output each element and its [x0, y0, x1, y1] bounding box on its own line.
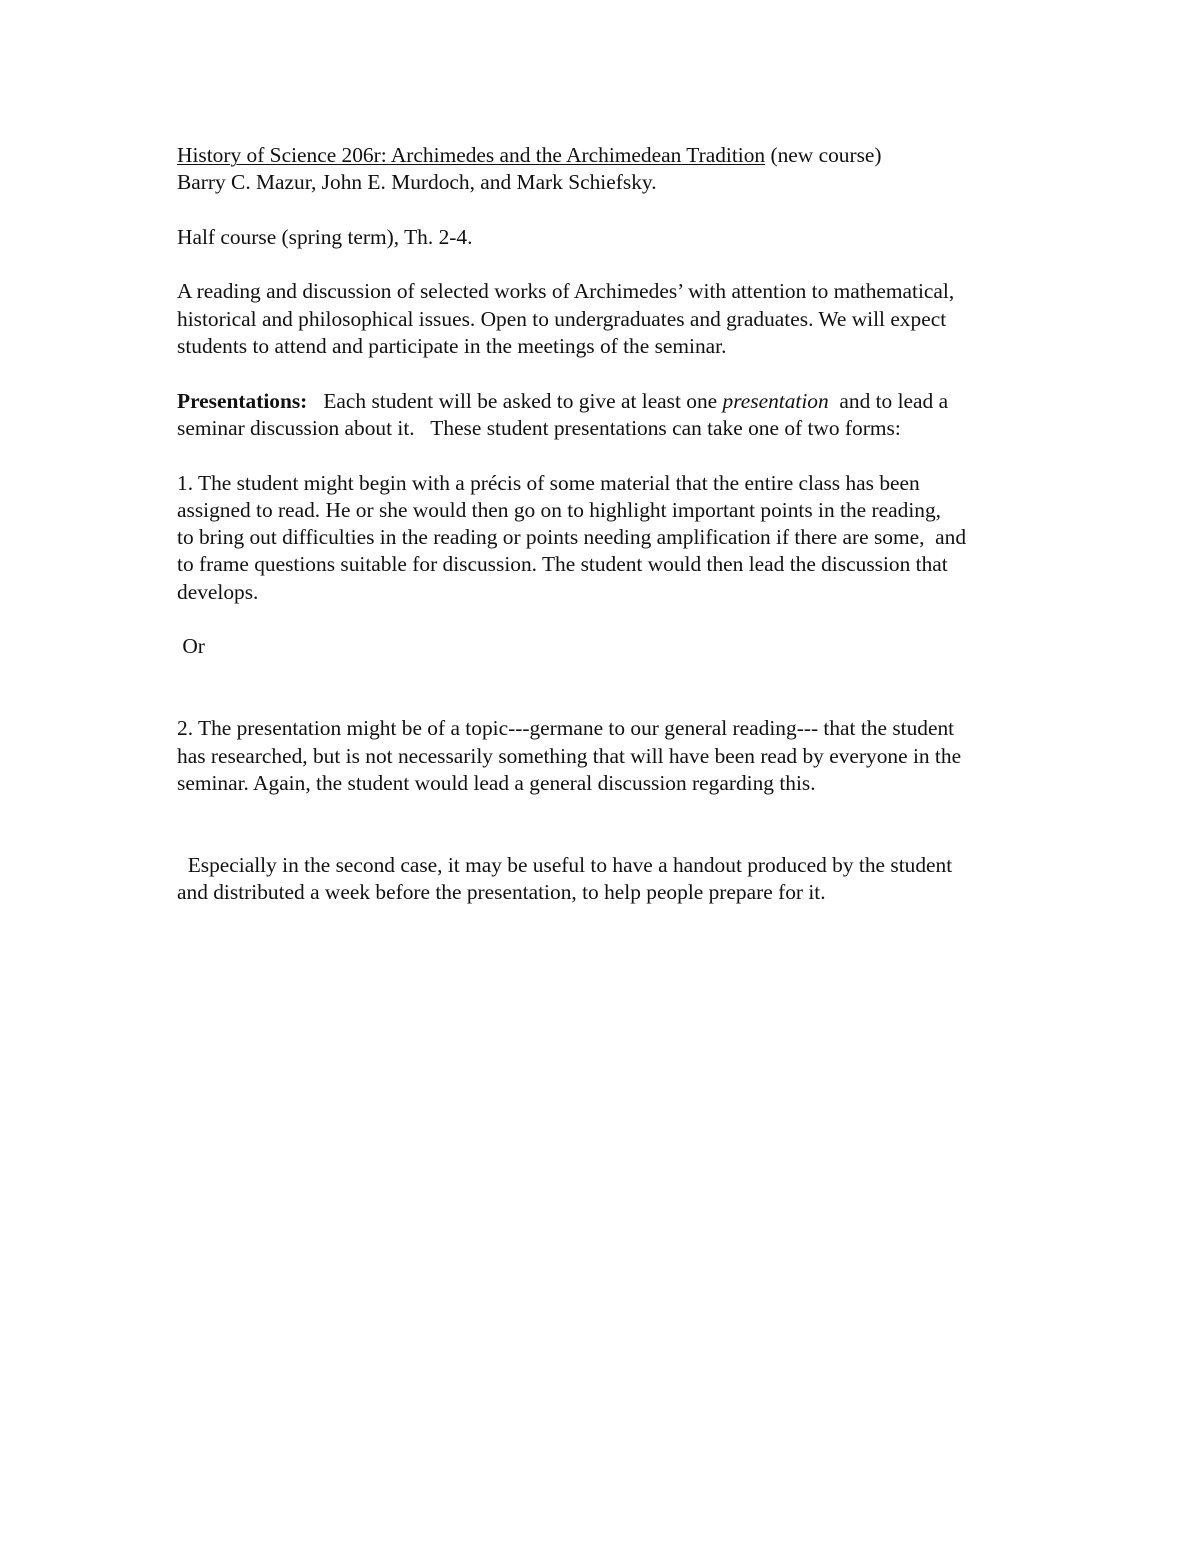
presentations-line: [177, 388, 1047, 415]
schedule: Half course (spring term), Th. 2-4.: [177, 224, 473, 249]
option-1-line: to frame questions suitable for discussion. The student would then lead the discussion that: [177, 552, 948, 577]
option-2-line: has researched, but is not necessarily something that will have been read by everyone in the: [177, 743, 962, 768]
presentations-line-2: seminar discussion about it. These student presentations can take one of two forms:: [177, 415, 901, 440]
or-separator: Or: [177, 634, 205, 659]
closing-line: and distributed a week before the presentation, to help people prepare for it.: [177, 880, 826, 905]
option-1-line: develops.: [177, 579, 259, 604]
course-title-note: (new course): [765, 143, 882, 167]
course-title: History of Science 206r: Archimedes and the Archimedean Tradition: [177, 143, 766, 167]
presentations-heading: Presentations:: [177, 388, 308, 413]
closing-line: Especially in the second case, it may be useful to have a handout produced by the student: [177, 852, 953, 877]
option-1-line: to bring out difficulties in the reading or points needing amplification if there are some, and: [177, 525, 967, 550]
option-1-line: 1. The student might begin with a précis of some material that the entire class has been: [177, 470, 920, 495]
description-line: A reading and discussion of selected works of Archimedes’ with attention to mathematical,: [177, 279, 955, 304]
presentation-emphasis: presentation: [722, 388, 829, 413]
presentations-text-end: and to lead a: [828, 388, 949, 413]
instructors: Barry C. Mazur, John E. Murdoch, and Mark Schiefsky.: [177, 170, 657, 195]
presentations-text: Each student will be asked to give at least one: [307, 388, 723, 413]
option-1-line: assigned to read. He or she would then go on to highlight important points in the reading,: [177, 497, 941, 522]
document-page: [177, 142, 1047, 906]
description-line: students to attend and participate in the meetings of the seminar.: [177, 334, 727, 359]
course-title-line: [177, 142, 1047, 169]
option-2-line: 2. The presentation might be of a topic---germane to our general reading--- that the student: [177, 716, 955, 741]
description-line: historical and philosophical issues. Open to undergraduates and graduates. We will expect: [177, 306, 947, 331]
option-2-line: seminar. Again, the student would lead a general discussion regarding this.: [177, 770, 816, 795]
